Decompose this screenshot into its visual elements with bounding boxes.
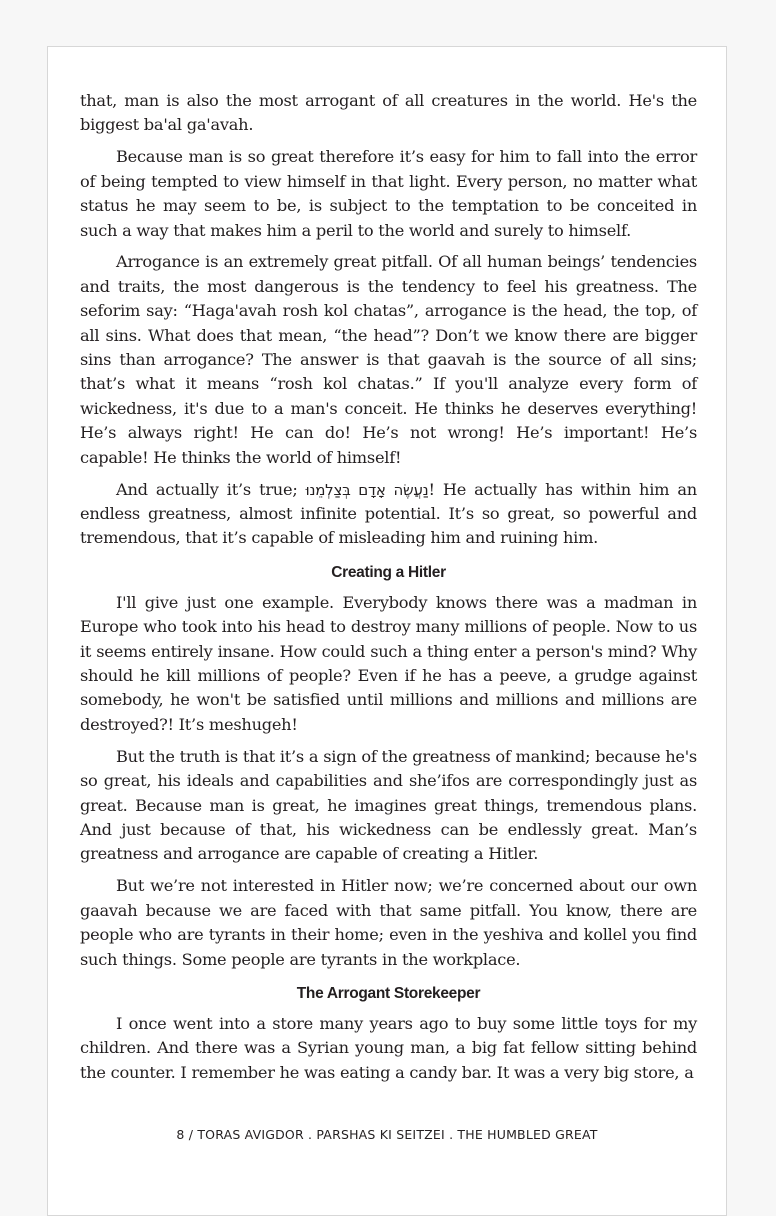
page-content xyxy=(80,89,697,1093)
paragraph-text-before: And actually it’s true; xyxy=(116,479,306,499)
page-footer: 8 / TORAS AVIGDOR . PARSHAS KI SEITZEI . THE HUMBLED GREAT xyxy=(176,1127,598,1142)
paragraph: I once went into a store many years ago to buy some little toys for my children. And there was a Syrian young man, a big fat fellow sitting behind the counter. I remember he was eating a candy bar. It was a very big store, a xyxy=(80,1013,697,1082)
paragraph: that, man is also the most arrogant of all creatures in the world. He's the biggest ba'al ga'avah. xyxy=(80,91,697,135)
paragraph: Because man is so great therefore it’s easy for him to fall into the error of being tempted to view himself in that light. Every person, no matter what status he may seem to be, is subject to the temptation to be conceited in such a way that makes him a peril to the world and surely to himself. xyxy=(80,147,697,240)
paragraph: But we’re not interested in Hitler now; we’re concerned about our own gaavah because we are faced with that same pitfall. You know, there are people who are tyrants in their home; even in the yeshiva and kollel you find such things. Some people are tyrants in the workplace. xyxy=(80,876,697,969)
page xyxy=(47,46,727,1216)
paragraph: I'll give just one example. Everybody knows there was a madman in Europe who took into his head to destroy many millions of people. Now to us it seems entirely insane. How could such a thing enter a person's mind? Why should he kill millions of people? Even if he has a peeve, a grudge against somebody, he won't be satisfied until millions and millions and millions are destroyed?! It’s meshugeh! xyxy=(80,592,697,734)
hebrew-quote: נַעֲשֶׂה אָדָם בְּצַלְמֵנוּ xyxy=(305,480,429,499)
section-heading: The Arrogant Storekeeper xyxy=(296,984,481,1002)
paragraph-with-hebrew xyxy=(80,478,697,551)
paragraph: But the truth is that it’s a sign of the greatness of mankind; because he's so great, his ideals and capabilities and she’ifos are correspondingly just as great. Because man is great, he imagines great things, tremendous plans. And just because of that, his wickedness can be endlessly great. Man’s greatness and arrogance are capable of creating a Hitler. xyxy=(80,746,697,864)
paragraph-text-after: ! He actually has within him an endless greatness, almost infinite potential. It’s so great, so powerful and tremendous, that it’s capable of misleading him and ruining him. xyxy=(80,479,697,548)
paragraph: Arrogance is an extremely great pitfall. Of all human beings’ tendencies and traits, the most dangerous is the tendency to feel his greatness. The seforim say: “Haga'avah rosh kol chatas”, arrogance is the head, the top, of all sins. What does that mean, “the head”? Don’t we know there are bigger sins than arrogance? The answer is that gaavah is the source of all sins; that’s what it means “rosh kol chatas.” If you'll analyze every form of wickedness, it's due to a man's conceit. He thinks he deserves everything! He’s always right! He can do! He’s not wrong! He’s important! He’s capable! He thinks the world of himself! xyxy=(80,252,697,467)
section-heading: Creating a Hitler xyxy=(331,563,446,581)
